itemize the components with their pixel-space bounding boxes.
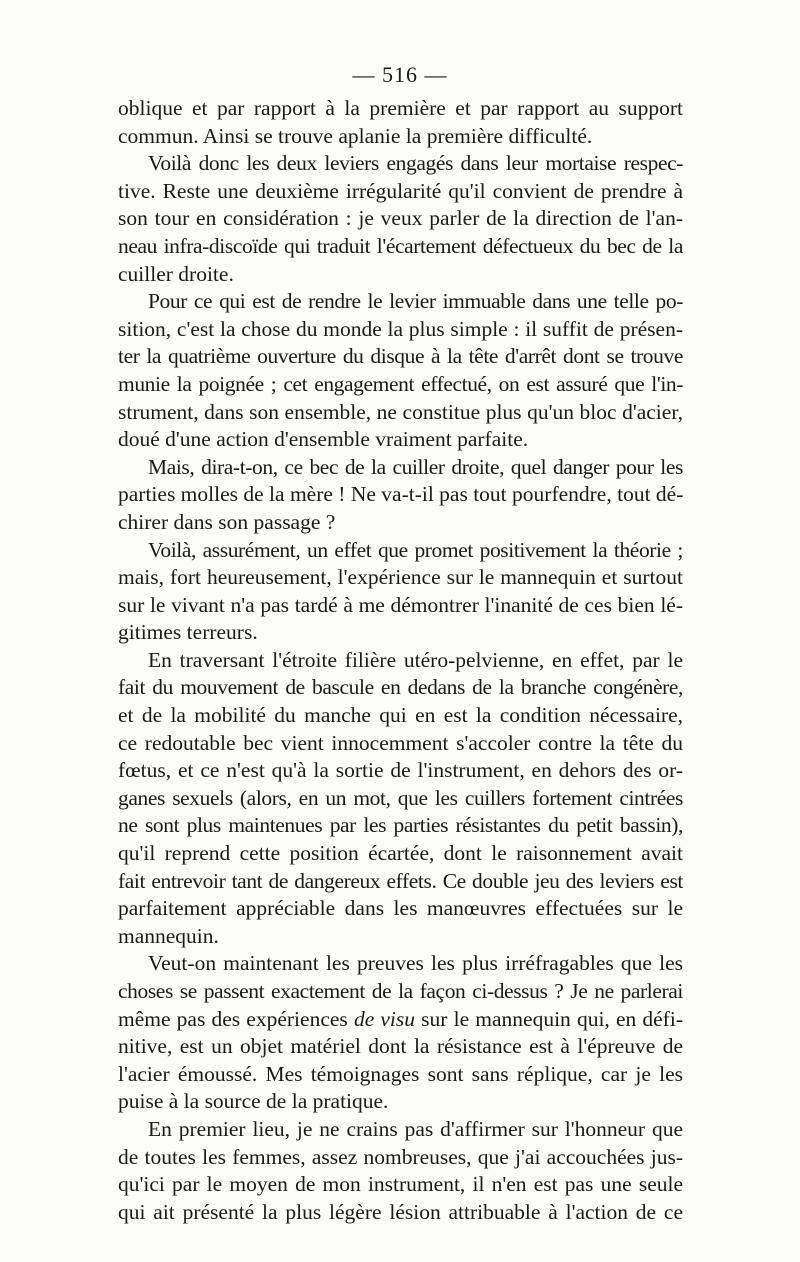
text-line: Veut-on maintenant les preuves les plus irréfragables que les bbox=[148, 951, 683, 976]
text-line: même pas des expériences de visu sur le mannequin qui, en défi- bbox=[118, 1006, 683, 1031]
text-line: oblique et par rapport à la première et par rapport au support bbox=[118, 96, 683, 120]
text-line: mais, fort heureusement, l'expérience sur le mannequin et surtout bbox=[118, 565, 683, 590]
italic-phrase: de visu bbox=[353, 1006, 416, 1031]
text-line: commun. Ainsi se trouve aplanie la première difficulté. bbox=[118, 123, 593, 148]
text-line: neau infra-discoïde qui traduit l'écartement défectueux du bec de la bbox=[118, 233, 683, 258]
text-line: tive. Reste une deuxième irrégularité qu'il convient de prendre à bbox=[118, 178, 683, 203]
text-line: choses se passent exactement de la façon ci-dessus ? Je ne parlerai bbox=[118, 979, 683, 1003]
text-line: parfaitement appréciable dans les manœuvres effectuées sur le bbox=[118, 896, 683, 921]
page-number: — 516 — bbox=[352, 62, 448, 87]
text-line: et de la mobilité du manche qui en est la condition nécessaire, bbox=[118, 703, 683, 728]
text-line: doué d'une action d'ensemble vraiment parfaite. bbox=[118, 427, 529, 452]
text-line: qui ait présenté la plus légère lésion attribuable à l'action de ce bbox=[118, 1199, 683, 1224]
text-line: munie la poignée ; cet engagement effectué, on est assuré que l'in- bbox=[118, 371, 683, 396]
text-line: ce redoutable bec vient innocemment s'accoler contre la tête du bbox=[118, 730, 683, 755]
text-line: sition, c'est la chose du monde la plus simple : il suffit de présen- bbox=[118, 316, 683, 341]
text-line: parties molles de la mère ! Ne va-t-il pas tout pourfendre, tout dé- bbox=[118, 482, 684, 507]
text-line: qu'il reprend cette position écartée, dont le raisonnement avait bbox=[118, 841, 683, 866]
text-line: cuiller droite. bbox=[118, 261, 234, 286]
text-line: Mais, dira-t-on, ce bec de la cuiller droite, quel danger pour les bbox=[148, 454, 683, 479]
text-line: son tour en considération : je veux parler de la direction de l'an- bbox=[118, 206, 683, 231]
text-line: ganes sexuels (alors, en un mot, que les cuillers fortement cintrées bbox=[118, 785, 683, 810]
text-line: qu'ici par le moyen de mon instrument, il n'en est pas une seule bbox=[118, 1172, 683, 1197]
text-line: l'acier émoussé. Mes témoignages sont sans réplique, car je les bbox=[118, 1061, 683, 1086]
text-line: de toutes les femmes, assez nombreuses, que j'ai accouchées jus- bbox=[118, 1144, 683, 1169]
text-line: sur le vivant n'a pas tardé à me démontrer l'inanité de ces bien lé- bbox=[118, 592, 683, 617]
text-line: puise à la source de la pratique. bbox=[118, 1089, 389, 1114]
text-line: chirer dans son passage ? bbox=[118, 509, 336, 534]
text-line: En premier lieu, je ne crains pas d'affirmer sur l'honneur que bbox=[148, 1116, 683, 1141]
text-line: fait du mouvement de bascule en dedans de la branche congénère, bbox=[118, 675, 683, 700]
text-line: strument, dans son ensemble, ne constitue plus qu'un bloc d'acier, bbox=[118, 399, 683, 424]
text-line: nitive, est un objet matériel dont la résistance est à l'épreuve de bbox=[118, 1034, 683, 1059]
text-line: fœtus, et ce n'est qu'à la sortie de l'instrument, en dehors des or- bbox=[118, 758, 683, 783]
text-line: ter la quatrième ouverture du disque à la tête d'arrêt dont se trouve bbox=[118, 344, 683, 369]
text-line: Pour ce qui est de rendre le levier immuable dans une telle po- bbox=[148, 289, 683, 314]
body-text bbox=[118, 95, 683, 1226]
text-line: En traversant l'étroite filière utéro-pelvienne, en effet, par le bbox=[148, 647, 683, 672]
text-line: Voilà, assurément, un effet que promet positivement la théorie ; bbox=[148, 537, 683, 562]
text-line: mannequin. bbox=[118, 923, 219, 948]
text-line: fait entrevoir tant de dangereux effets. Ce double jeu des leviers est bbox=[118, 868, 683, 893]
text-line: ne sont plus maintenues par les parties résistantes du petit bassin), bbox=[118, 813, 683, 838]
text-line: Voilà donc les deux leviers engagés dans leur mortaise respec- bbox=[148, 151, 683, 176]
text-line: gitimes terreurs. bbox=[118, 620, 258, 645]
